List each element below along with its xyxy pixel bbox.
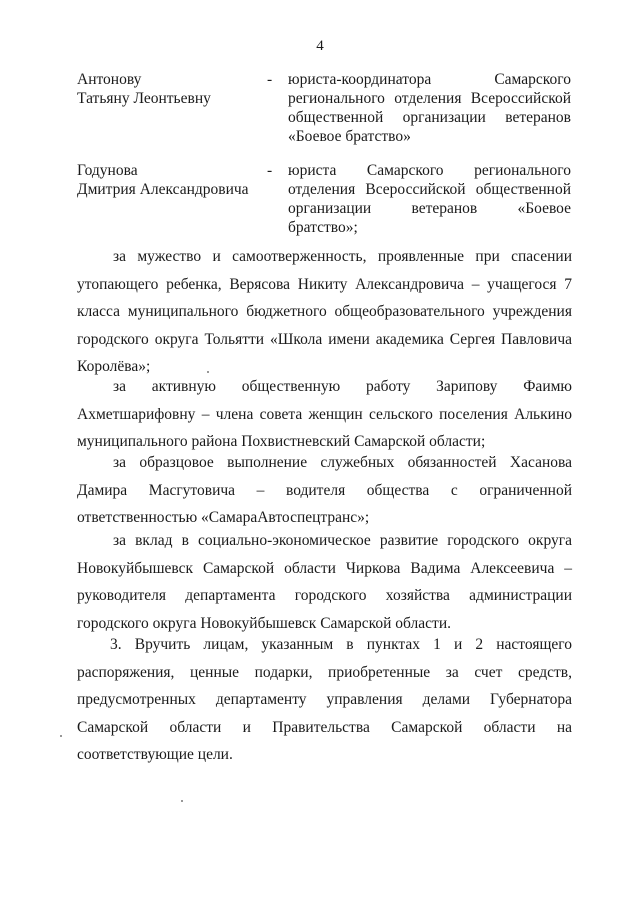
scan-speck xyxy=(207,371,209,373)
recipient-name xyxy=(77,161,262,199)
award-paragraph-service: за образцовое выполнение служебных обязанностей Хасанова Дамира Масгутовича – водителя общества с ограниченной ответственностью «СамараАвтоспецтранс»; xyxy=(77,454,572,526)
recipient-name xyxy=(77,70,262,108)
award-paragraph-development: за вклад в социально-экономическое развитие городского округа Новокуйбышевск Самарской области Чиркова Вадима Алексеевича – руководителя департамента городского хозяйства администрации городского округа Новокуйбышевск Самарской области. xyxy=(77,532,572,632)
clause-3-paragraph: 3. Вручить лицам, указанным в пунктах 1 и 2 настоящего распоряжения, ценные подарки, приобретенные за счет средств, предусмотренных департаменту управления делами Губернатора Самарской области и Правительства Самарской области на соответствующие цели. xyxy=(77,636,572,763)
recipient-surname: Годунова xyxy=(77,162,138,179)
scan-speck xyxy=(181,800,183,802)
page-number: 4 xyxy=(316,38,324,54)
recipient-dash: - xyxy=(267,162,273,179)
award-paragraph-rescue: за мужество и самоотверженность, проявленные при спасении утопающего ребенка, Верясова Никиту Александровича – учащегося 7 класса муниципального бюджетного общеобразовательного учреждения городского округа Тольятти «Школа имени академика Сергея Павловича Королёва»; xyxy=(77,248,572,375)
award-paragraph-public-work: за активную общественную работу Зарипову Фаимю Ахметшарифовну – члена совета женщин сельского поселения Алькино муниципального района Похвистневский Самарской области; xyxy=(77,378,572,450)
recipient-surname: Антонову xyxy=(77,71,142,88)
recipient-given-names: Дмитрия Александровича xyxy=(77,181,249,198)
recipient-role: юриста Самарского регионального отделения Всероссийской общественной организации ветеранов «Боевое братство»; xyxy=(288,162,571,236)
recipient-given-names: Татьяну Леонтьевну xyxy=(77,90,211,107)
recipient-dash: - xyxy=(267,71,273,88)
recipient-role: юриста-координатора Самарского регионального отделения Всероссийской общественной организации ветеранов «Боевое братство» xyxy=(288,71,571,145)
scan-speck xyxy=(60,735,62,737)
